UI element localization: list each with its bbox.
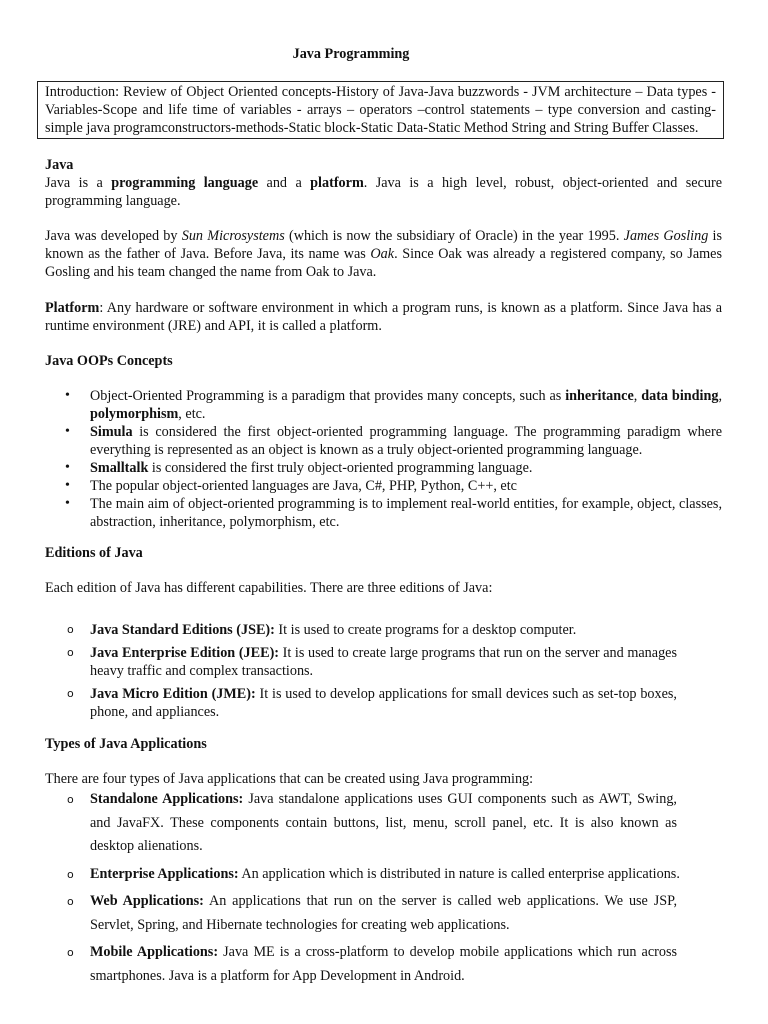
list-item: o Standalone Applications: Java standalone applications uses GUI components such as AWT, Swing, and JavaFX. These components contain buttons, list, menu, scroll panel, etc. It is also known as desktop alienations.: [45, 788, 677, 859]
list-item: o Java Enterprise Edition (JEE): It is used to create large programs that run on the server and manages heavy traffic and complex transactions.: [67, 645, 677, 679]
bullet-icon: •: [65, 478, 70, 493]
oops-heading: Java OOPs Concepts: [45, 353, 173, 369]
list-item: o Enterprise Applications: An application which is distributed in nature is called enterprise applications.: [45, 863, 750, 887]
editions-intro: Each edition of Java has different capabilities. There are three editions of Java:: [45, 580, 493, 596]
list-item: o Java Micro Edition (JME): It is used to develop applications for small devices such as set-top boxes, phone, and appliances.: [67, 686, 677, 720]
list-item: • The main aim of object-oriented programming is to implement real-world entities, for example, object, classes, abstraction, inheritance, polymorphism, etc.: [65, 496, 722, 530]
java-heading: Java: [45, 157, 74, 173]
types-intro: There are four types of Java applications that can be created using Java programming:: [45, 771, 534, 787]
editions-list: [45, 621, 677, 721]
list-item: o Mobile Applications: Java ME is a cross-platform to develop mobile applications which run across smartphones. Java is a platform for App Development in Android.: [45, 941, 677, 988]
java-paragraph-2: Java was developed by Sun Microsystems (which is now the subsidiary of Oracle) in the year 1995. James Gosling is known as the father of Java. Before Java, its name was Oak. Since Oak was already a registered company, so James Gosling and his team changed the name from Oak to Java.: [45, 228, 723, 280]
list-item: • The popular object-oriented languages are Java, C#, PHP, Python, C++, etc: [65, 478, 517, 494]
list-item: o Java Standard Editions (JSE): It is used to create programs for a desktop computer.: [67, 622, 577, 638]
bullet-icon: •: [65, 496, 70, 511]
circle-bullet-icon: o: [67, 646, 74, 659]
list-item: o Web Applications: An applications that run on the server is called web applications. We use JSP, Servlet, Spring, and Hibernate technologies for creating web applications.: [45, 890, 677, 937]
circle-bullet-icon: o: [67, 623, 74, 636]
list-item: • Simula is considered the first object-oriented programming language. The programming paradigm where everything is represented as an object is known as a truly object-oriented programming language.: [65, 424, 722, 458]
list-item: • Smalltalk is considered the first truly object-oriented programming language.: [65, 460, 533, 476]
platform-paragraph: Platform: Any hardware or software environment in which a program runs, is known as a platform. Since Java has a runtime environment (JRE) and API, it is called a platform.: [45, 300, 722, 334]
editions-heading: Editions of Java: [45, 545, 143, 561]
circle-bullet-icon: o: [67, 946, 74, 959]
bullet-icon: •: [65, 460, 70, 475]
circle-bullet-icon: o: [67, 895, 74, 908]
circle-bullet-icon: o: [67, 793, 74, 806]
types-list: [45, 788, 680, 988]
types-heading: Types of Java Applications: [45, 736, 207, 752]
circle-bullet-icon: o: [67, 687, 74, 700]
oops-list: [45, 387, 722, 531]
bullet-icon: •: [65, 424, 70, 439]
java-paragraph-1: Java is a programming language and a platform. Java is a high level, robust, object-oriented and secure programming language.: [45, 175, 722, 209]
circle-bullet-icon: o: [67, 867, 74, 881]
syllabus-box: Introduction: Review of Object Oriented concepts-History of Java-Java buzzwords - JVM architecture – Data types - Variables-Scope and life time of variables - arrays – operators –control statements – type conversion and casting-simple java programconstructors-methods-Static block-Static Data-Static Method String and String Buffer Classes.: [37, 81, 724, 139]
page-title: Java Programming: [292, 46, 410, 62]
list-item: • Object-Oriented Programming is a paradigm that provides many concepts, such as inheritance, data binding, polymorphism, etc.: [65, 388, 723, 422]
bullet-icon: •: [65, 388, 70, 403]
